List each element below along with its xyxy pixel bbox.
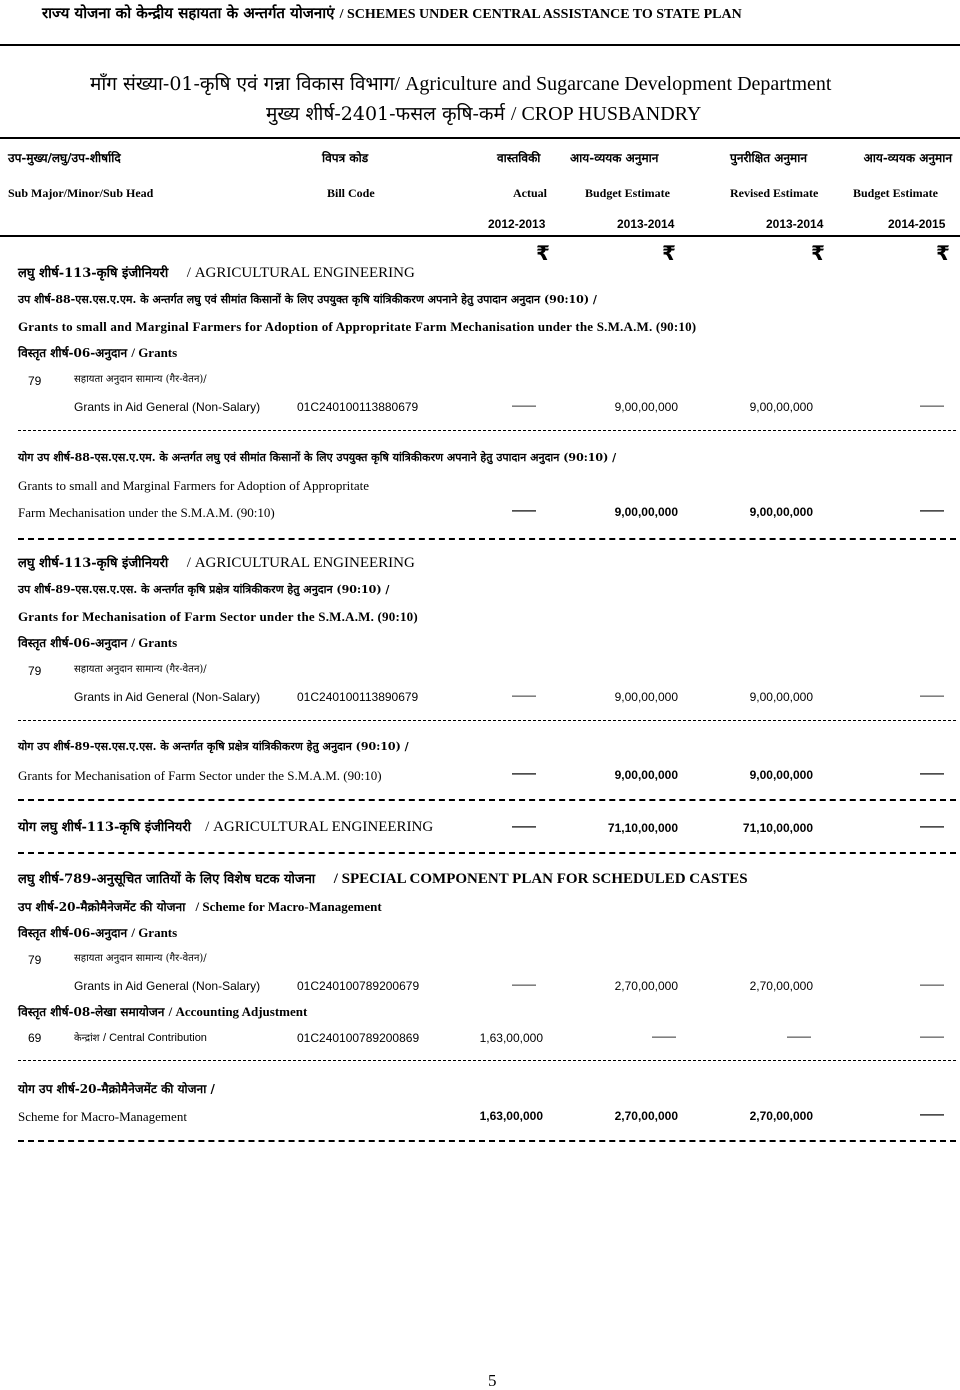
year-be1: 2013-2014 (617, 217, 675, 231)
sec2-sub-head-english: Grants for Mechanisation of Farm Sector under the S.M.A.M. (90:10) (18, 609, 418, 624)
sec1-total-hindi: योग उप शीर्ष-88-एस.एस.ए.एम. के अन्तर्गत लघु एवं सीमांत किसानों के लिए उपयुक्त कृषि यांत्रिकीकरण अपनाने हेतु उपादान अनुदान (90:10) / (18, 451, 617, 464)
sec2-total-english: Grants for Mechanisation of Farm Sector under the S.M.A.M. (90:10) (18, 768, 382, 783)
sec2-total-hindi: योग उप शीर्ष-89-एस.एस.ए.एस. के अन्तर्गत कृषि प्रक्षेत्र यांत्रिकीकरण हेतु अनुदान (90:10) / (18, 740, 409, 753)
col-bill-hindi: विपत्र कोड (322, 151, 369, 165)
sec1-sub-head-english: Grants to small and Marginal Farmers for Adoption of Appropritate Farm Mechanisation under the S.M.A.M. (90:10) (18, 319, 697, 334)
sec3-total-hindi: योग उप शीर्ष-20-मैक्रोमैनेजमेंट की योजना / (18, 1082, 215, 1096)
sec3-item2-code: 69 (28, 1031, 42, 1045)
sec3-be: 2,70,00,000 (614, 979, 678, 993)
sec3-item-hindi: सहायता अनुदान सामान्य (गैर-वेतन)/ (74, 953, 207, 964)
sec2-be: 9,00,00,000 (614, 690, 678, 704)
sec2-total-be2: —— (920, 766, 944, 780)
sec3-actual: —— (512, 977, 536, 991)
sec3-item-divider (18, 1060, 956, 1061)
sec3-total-english: Scheme for Macro-Management (18, 1109, 187, 1124)
sec2-re: 9,00,00,000 (749, 690, 813, 704)
sec3-total-be: 2,70,00,000 (614, 1109, 678, 1123)
col-re-hindi: पुनरीक्षित अनुमान (730, 151, 807, 165)
demand-english: / Agriculture and Sugarcane Development Department (394, 73, 832, 95)
demand-heading (90, 74, 831, 94)
minor-total-actual: —— (512, 819, 536, 833)
sec3-sub-english: / Scheme for Macro-Management (195, 899, 382, 914)
demand-hindi: माँग संख्या-01-कृषि एवं गन्ना विकास विभाग (90, 73, 395, 95)
sec3-item-code: 79 (28, 953, 42, 967)
sec3-be2: —— (920, 977, 944, 991)
sec3-item2-hindi: केन्द्रांश (74, 1033, 100, 1044)
sec2-actual: —— (512, 688, 536, 702)
sec1-be2: —— (920, 398, 944, 412)
sec3-sub-head (18, 900, 382, 913)
sec2-total-actual: —— (512, 766, 536, 780)
year-re: 2013-2014 (766, 217, 824, 231)
year-actual: 2012-2013 (488, 217, 546, 231)
page-title-hindi: राज्य योजना को केन्द्रीय सहायता के अन्तर्गत योजनाएं (42, 4, 335, 22)
col-be2-hindi: आय-व्ययक अनुमान (863, 151, 952, 165)
sec2-bill-code: 01C240100113890679 (297, 690, 419, 704)
sec1-total-re: 9,00,00,000 (749, 505, 813, 519)
col-be1-english: Budget Estimate (585, 186, 670, 200)
sec3-sub-hindi: उप शीर्ष-20-मैक्रोमैनेजमेंट की योजना (18, 900, 186, 914)
title-rule (0, 44, 960, 46)
sec1-total-be: 9,00,00,000 (614, 505, 678, 519)
sec1-total-divider (18, 538, 956, 540)
page-number: 5 (488, 1371, 497, 1390)
sec2-total-be: 9,00,00,000 (614, 768, 678, 782)
sec3-detail2-english: / Accounting Adjustment (168, 1004, 308, 1019)
sec1-item-divider (18, 430, 956, 431)
sec3-minor-english: / SPECIAL COMPONENT PLAN FOR SCHEDULED CASTES (333, 871, 748, 887)
major-head-heading (266, 104, 701, 124)
sec3-detail-english: / Grants (131, 925, 178, 940)
sec2-total-divider (18, 799, 956, 801)
sec1-sub-head-hindi: उप शीर्ष-88-एस.एस.ए.एम. के अन्तर्गत लघु एवं सीमांत किसानों के लिए उपयुक्त कृषि यांत्रिकीकरण अपनाने हेतु उपादान अनुदान (90:10) / (18, 293, 597, 306)
major-head-english: / CROP HUSBANDRY (510, 103, 702, 125)
sec1-total-english-line1: Grants to small and Marginal Farmers for Adoption of Appropritate (18, 478, 370, 493)
sec1-minor-english: / AGRICULTURAL ENGINEERING (186, 265, 415, 281)
sec2-item-english: Grants in Aid General (Non-Salary) (74, 690, 261, 704)
year-be2: 2014-2015 (888, 217, 946, 231)
sec3-re-2: —— (787, 1029, 811, 1043)
sec1-minor-head (18, 266, 415, 281)
sec3-minor-head (18, 872, 748, 887)
sec1-total-english-line2: Farm Mechanisation under the S.M.A.M. (90:10) (18, 505, 275, 520)
sec1-minor-hindi: लघु शीर्ष-113-कृषि इंजीनियरी (18, 266, 169, 281)
sec2-item-hindi: सहायता अनुदान सामान्य (गैर-वेतन)/ (74, 664, 207, 675)
minor-total-be: 71,10,00,000 (607, 821, 678, 835)
sec3-detail-head (18, 926, 177, 939)
rupee-symbol-be1: ₹ (662, 241, 676, 265)
sec1-detail-english: / Grants (131, 345, 178, 360)
sec1-total-be2: —— (920, 503, 944, 517)
rupee-symbol-be2: ₹ (936, 241, 950, 265)
sec2-be2: —— (920, 688, 944, 702)
minor-total-divider (18, 852, 956, 854)
col-head-hindi: उप-मुख्य/लघु/उप-शीर्षादि (8, 151, 121, 165)
col-be2-english: Budget Estimate (853, 186, 938, 200)
minor-total-be2: —— (920, 819, 944, 833)
sec3-bill-code: 01C240100789200679 (297, 979, 420, 993)
col-be1-hindi: आय-व्ययक अनुमान (570, 151, 659, 165)
minor-total-hindi: योग लघु शीर्ष-113-कृषि इंजीनियरी (18, 820, 192, 835)
sec1-item-code: 79 (28, 374, 42, 388)
sec2-minor-hindi: लघु शीर्ष-113-कृषि इंजीनियरी (18, 556, 169, 571)
sec1-be: 9,00,00,000 (614, 400, 678, 414)
minor-total-english: / AGRICULTURAL ENGINEERING (205, 819, 434, 835)
sec1-bill-code: 01C240100113880679 (297, 400, 419, 414)
sec3-be2-2: —— (920, 1029, 944, 1043)
header-bottom-rule (0, 235, 960, 237)
sec1-re: 9,00,00,000 (749, 400, 813, 414)
sec3-minor-hindi: लघु शीर्ष-789-अनुसूचित जातियों के लिए विशेष घटक योजना (18, 872, 316, 887)
sec3-total-be2: —— (920, 1107, 944, 1121)
col-actual-english: Actual (513, 186, 547, 200)
minor-total-row (18, 820, 433, 835)
sec3-re: 2,70,00,000 (749, 979, 813, 993)
sec2-detail-english: / Grants (131, 635, 178, 650)
sec1-item-english: Grants in Aid General (Non-Salary) (74, 400, 261, 414)
sec2-minor-head (18, 556, 415, 571)
sec1-item-hindi: सहायता अनुदान सामान्य (गैर-वेतन)/ (74, 374, 207, 385)
rupee-symbol-re: ₹ (811, 241, 825, 265)
sec3-total-actual: 1,63,00,000 (479, 1109, 543, 1123)
sec3-detail2-hindi: विस्तृत शीर्ष-08-लेखा समायोजन (18, 1005, 165, 1019)
major-head-hindi: मुख्य शीर्ष-2401-फसल कृषि-कर्म (266, 103, 505, 125)
sec1-actual: —— (512, 398, 536, 412)
sec3-detail-hindi: विस्तृत शीर्ष-06-अनुदान (18, 926, 128, 940)
sec3-be-2: —— (652, 1029, 676, 1043)
sec3-actual2: 1,63,00,000 (479, 1031, 543, 1045)
sec3-bill2-code: 01C240100789200869 (297, 1031, 420, 1045)
sec2-total-re: 9,00,00,000 (749, 768, 813, 782)
col-bill-english: Bill Code (327, 186, 375, 200)
sec1-total-actual: —— (512, 503, 536, 517)
sec3-detail2-head (18, 1005, 307, 1018)
sec1-detail-head (18, 346, 177, 359)
col-head-english: Sub Major/Minor/Sub Head (8, 186, 154, 200)
page-title-english: / SCHEMES UNDER CENTRAL ASSISTANCE TO STATE PLAN (339, 7, 742, 22)
sec3-item2-label (74, 1032, 207, 1044)
col-actual-hindi: वास्तविकी (497, 151, 541, 165)
sec2-detail-hindi: विस्तृत शीर्ष-06-अनुदान (18, 636, 128, 650)
header-top-rule (0, 137, 960, 139)
rupee-symbol-actual: ₹ (536, 241, 550, 265)
sec2-sub-head-hindi: उप शीर्ष-89-एस.एस.ए.एस. के अन्तर्गत कृषि प्रक्षेत्र यांत्रिकीकरण हेतु अनुदान (90:10) / (18, 583, 390, 596)
minor-total-re: 71,10,00,000 (742, 821, 813, 835)
sec2-minor-english: / AGRICULTURAL ENGINEERING (186, 555, 415, 571)
sec2-item-code: 79 (28, 664, 42, 678)
page-title (42, 6, 742, 22)
sec3-total-divider (18, 1140, 956, 1142)
sec3-item-english: Grants in Aid General (Non-Salary) (74, 979, 261, 993)
sec3-total-re: 2,70,00,000 (749, 1109, 813, 1123)
sec2-detail-head (18, 636, 177, 649)
sec3-item2-english: / Central Contribution (102, 1032, 207, 1044)
sec1-detail-hindi: विस्तृत शीर्ष-06-अनुदान (18, 346, 128, 360)
sec2-item-divider (18, 720, 956, 721)
col-re-english: Revised Estimate (730, 186, 819, 200)
